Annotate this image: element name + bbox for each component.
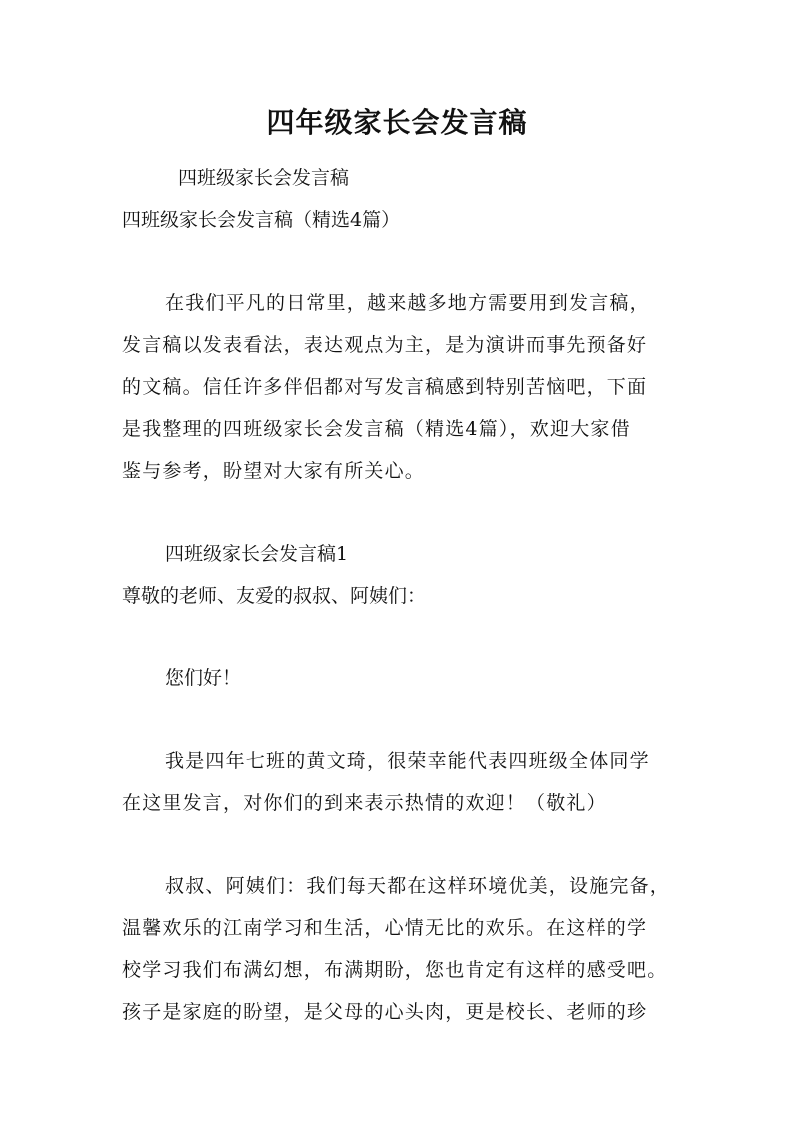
subtitle-with-count: 四班级家长会发言稿（精选4篇）	[122, 209, 401, 231]
para2-line-1: 叔叔、阿姨们：我们每天都在这样环境优美，设施完备，	[165, 875, 671, 897]
intro-line-4: 是我整理的四班级家长会发言稿（精选4篇），欢迎大家借	[122, 418, 631, 440]
document-title: 四年级家长会发言稿	[266, 106, 528, 139]
intro-line-5: 鉴与参考，盼望对大家有所关心。	[122, 460, 426, 482]
para1-line-1: 我是四年七班的黄文琦，很荣幸能代表四班级全体同学	[165, 750, 650, 772]
salutation: 尊敬的老师、友爱的叔叔、阿姨们：	[122, 585, 427, 607]
para1-line-2: 在这里发言，对你们的到来表示热情的欢迎！（敬礼）	[122, 792, 607, 814]
intro-line-3: 的文稿。信任许多伴侣都对写发言稿感到特别苦恼吧，下面	[122, 376, 648, 398]
intro-line-2: 发言稿以发表看法，表达观点为主，是为演讲而事先预备好	[122, 334, 648, 356]
intro-line-1: 在我们平凡的日常里，越来越多地方需要用到发言稿，	[165, 292, 650, 314]
subtitle: 四班级家长会发言稿	[178, 167, 350, 189]
para2-line-3: 校学习我们布满幻想，布满期盼，您也肯定有这样的感受吧。	[122, 959, 668, 981]
para2-line-4: 孩子是家庭的盼望，是父母的心头肉，更是校长、老师的珍	[122, 1001, 648, 1023]
greeting: 您们好！	[165, 667, 242, 689]
para2-line-2: 温馨欢乐的江南学习和生活，心情无比的欢乐。在这样的学	[122, 917, 648, 939]
section-heading: 四班级家长会发言稿1	[165, 543, 349, 565]
